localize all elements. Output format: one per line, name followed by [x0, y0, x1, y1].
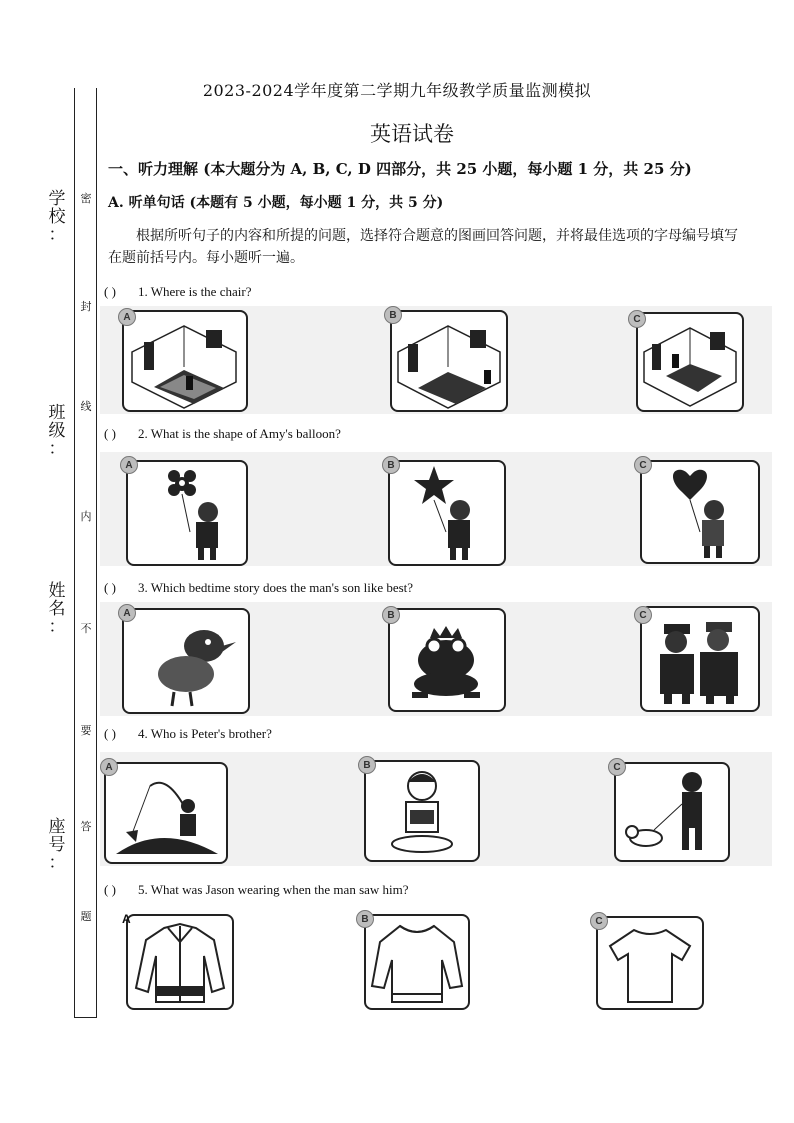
seal-char: 不 [80, 622, 92, 635]
dog-walking-boy-icon [616, 764, 728, 860]
seat-field [46, 818, 68, 872]
q4-option-c[interactable] [614, 762, 730, 862]
reading-boy-icon [366, 762, 478, 860]
heart-balloon-icon [642, 462, 758, 562]
q3-option-b[interactable] [388, 608, 506, 712]
option-c-badge: C [608, 758, 626, 776]
option-a-badge: A [118, 604, 136, 622]
q1-option-a[interactable] [122, 310, 248, 412]
option-b-badge: B [356, 910, 374, 928]
answer-bracket[interactable]: ( ) [104, 426, 116, 441]
question-1 [104, 284, 251, 300]
option-c-badge: C [590, 912, 608, 930]
binding-line-bottom [74, 1017, 97, 1018]
option-b-badge: B [358, 756, 376, 774]
q4-option-b[interactable] [364, 760, 480, 862]
seal-char: 线 [80, 400, 92, 413]
q2-option-b[interactable] [388, 460, 506, 566]
jacket-icon [128, 916, 232, 1008]
q3-option-c[interactable] [640, 606, 760, 712]
seat-label: 座号 [48, 817, 66, 855]
question-5 [104, 882, 409, 898]
name-colon: ： [48, 617, 66, 637]
instructions: 根据所听句子的内容和所提的问题，选择符合题意的图画回答问题，并将最佳选项的字母编号填写在题前括号内。每小题听一遍。 [108, 228, 738, 266]
answer-bracket[interactable]: ( ) [104, 726, 116, 741]
binding-line-inner [96, 88, 97, 1018]
option-a-badge: A [100, 758, 118, 776]
fishing-boy-icon [106, 764, 226, 862]
answer-bracket[interactable]: ( ) [104, 580, 116, 595]
question-text: 5. What was Jason wearing when the man saw him? [138, 882, 409, 897]
option-c-badge: C [634, 606, 652, 624]
q4-option-a[interactable] [104, 762, 228, 864]
seal-char: 内 [80, 510, 92, 523]
t-shirt-icon [598, 918, 702, 1008]
q5-option-b[interactable] [364, 914, 470, 1010]
seal-char: 要 [80, 724, 92, 737]
seal-char: 封 [80, 300, 92, 313]
class-label: 班级 [48, 403, 66, 441]
room-chair-right-icon [392, 312, 506, 410]
exam-title: 2023-2024学年度第二学期九年级教学质量监测模拟 [202, 81, 592, 100]
class-field [46, 404, 68, 458]
duckling-icon [124, 610, 248, 712]
option-c-badge: C [634, 456, 652, 474]
seal-char: 答 [80, 820, 92, 833]
option-a-badge: A [120, 456, 138, 474]
sweater-icon [366, 916, 468, 1008]
binding-line-outer [74, 88, 75, 1018]
school-label: 学校 [48, 189, 66, 227]
option-a-badge: A [122, 912, 131, 926]
q2-option-a[interactable] [126, 460, 248, 566]
name-field [46, 582, 68, 636]
room-chair-corner-icon [124, 312, 246, 410]
room-chair-left-icon [638, 314, 742, 410]
section-heading: 一、听力理解 (本大题分为 A, B, C, D 四部分，共 25 小题，每小题 1 分，共 25 分) [108, 160, 692, 178]
question-text: 2. What is the shape of Amy's balloon? [138, 426, 341, 441]
option-b-badge: B [382, 456, 400, 474]
question-2 [104, 426, 341, 442]
question-text: 1. Where is the chair? [138, 284, 252, 299]
q2-option-c[interactable] [640, 460, 760, 564]
class-colon: ： [48, 439, 66, 459]
question-4 [104, 726, 272, 742]
answer-bracket[interactable]: ( ) [104, 284, 116, 299]
option-b-badge: B [384, 306, 402, 324]
answer-bracket[interactable]: ( ) [104, 882, 116, 897]
option-b-badge: B [382, 606, 400, 624]
part-heading: A. 听单句话 (本题有 5 小题，每小题 1 分，共 5 分) [108, 195, 444, 211]
name-label: 姓名 [48, 581, 66, 619]
school-colon: ： [48, 225, 66, 245]
exam-subtitle: 英语试卷 [370, 122, 454, 146]
q5-option-a[interactable] [126, 914, 234, 1010]
option-c-badge: C [628, 310, 646, 328]
frog-prince-icon [390, 610, 504, 710]
q5-option-c[interactable] [596, 916, 704, 1010]
option-a-badge: A [118, 308, 136, 326]
question-text: 3. Which bedtime story does the man's son like best? [138, 580, 414, 595]
q1-option-b[interactable] [390, 310, 508, 412]
seat-colon: ： [48, 853, 66, 873]
school-field [46, 190, 68, 244]
star-balloon-icon [390, 462, 504, 564]
question-3 [104, 580, 413, 596]
seal-char: 密 [80, 192, 92, 205]
q3-option-a[interactable] [122, 608, 250, 714]
three-figures-icon [642, 608, 758, 710]
q1-option-c[interactable] [636, 312, 744, 412]
seal-char: 题 [80, 910, 92, 923]
flower-balloon-icon [128, 462, 246, 564]
question-text: 4. Who is Peter's brother? [138, 726, 272, 741]
